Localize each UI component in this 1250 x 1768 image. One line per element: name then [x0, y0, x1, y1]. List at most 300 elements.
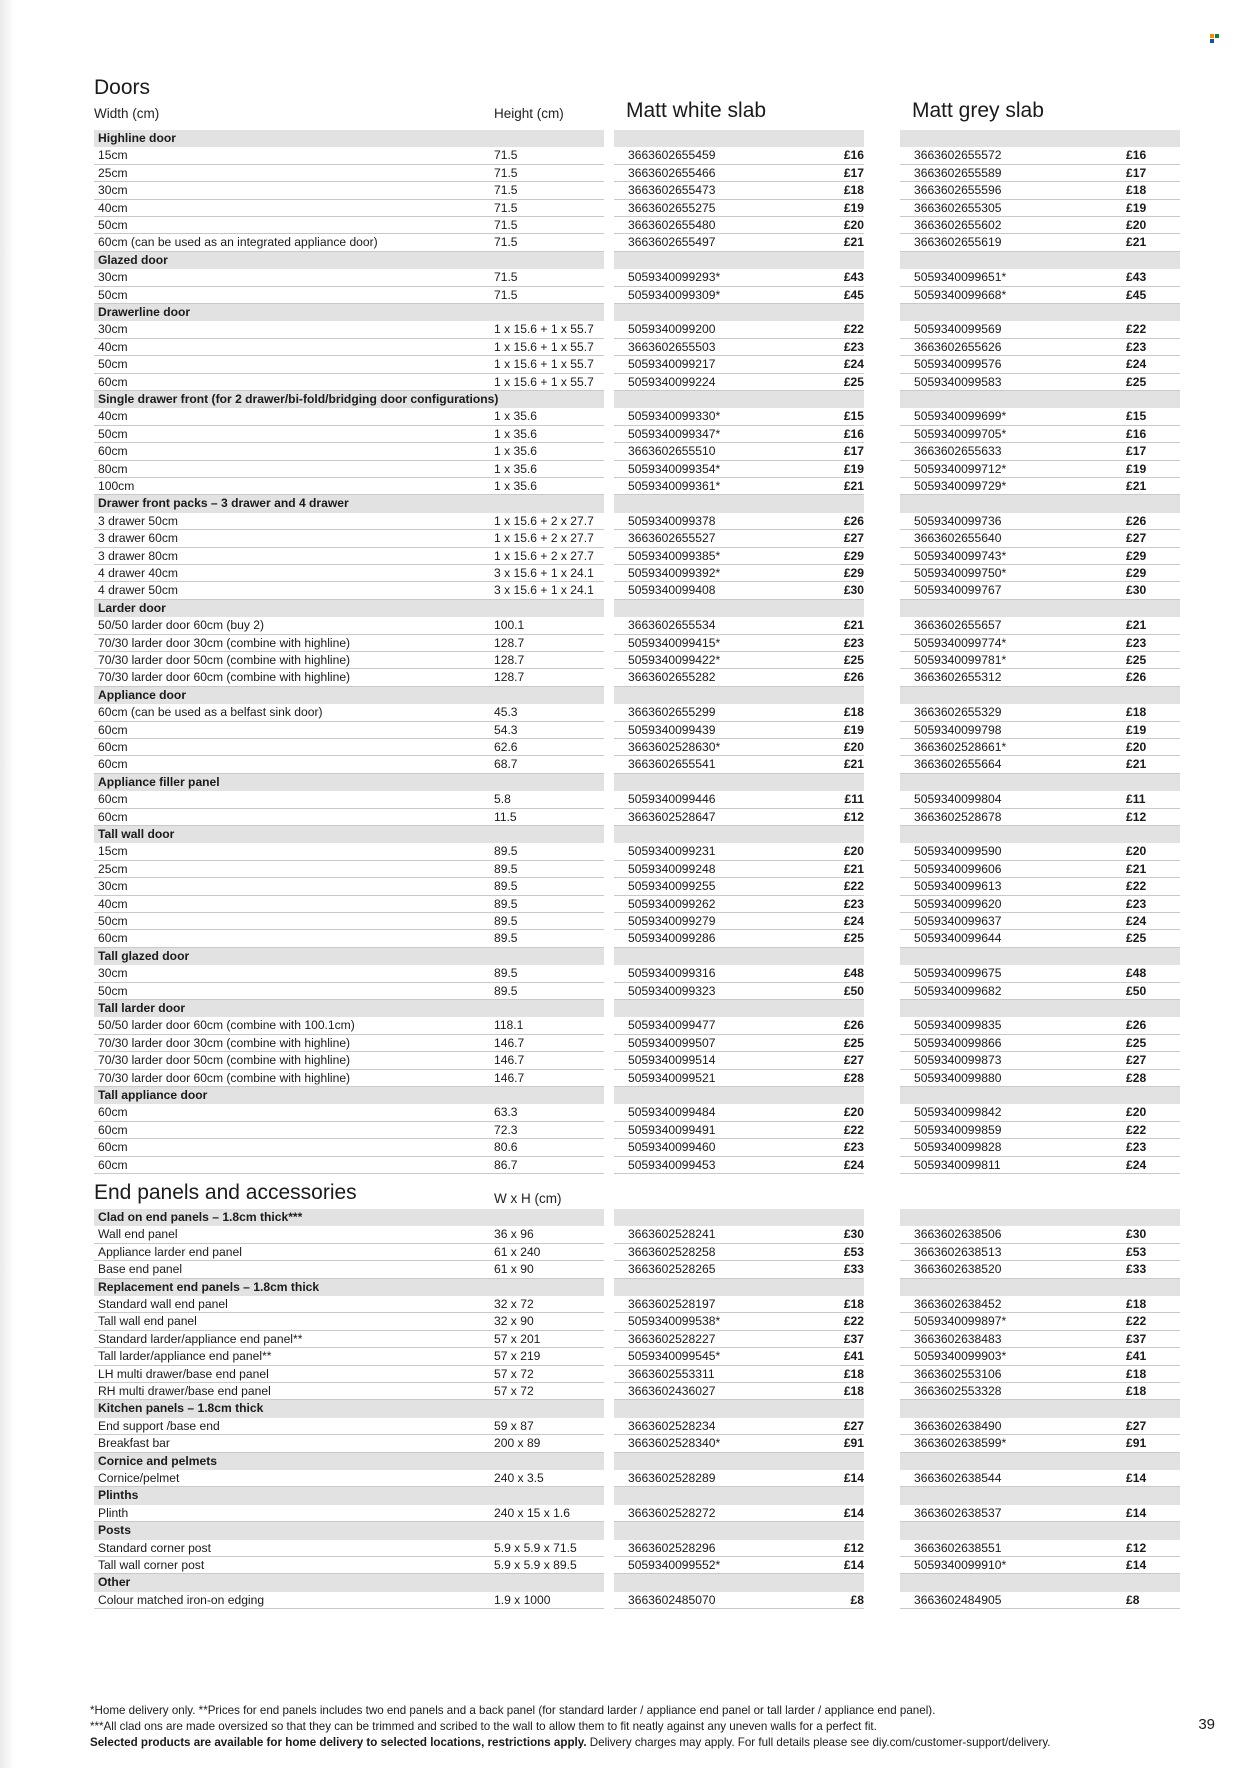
item-name: Standard larder/appliance end panel** — [94, 1331, 478, 1348]
item-name: Standard corner post — [94, 1540, 478, 1557]
item-size: 1 x 15.6 + 1 x 55.7 — [478, 321, 604, 338]
white-product-code: 3663602528272 — [614, 1505, 828, 1522]
item-name: 50cm — [94, 983, 478, 1000]
category-band-white — [614, 1279, 864, 1296]
category-label: Tall wall door — [94, 826, 604, 843]
item-size: 71.5 — [478, 165, 604, 182]
grey-price: £21 — [1114, 478, 1180, 495]
grey-price: £11 — [1114, 791, 1180, 808]
grey-product-code: 3663602638506 — [900, 1226, 1114, 1243]
category-band-grey — [900, 774, 1180, 791]
item-name: 4 drawer 40cm — [94, 565, 478, 582]
grey-product-code: 3663602553328 — [900, 1383, 1114, 1400]
white-price: £28 — [828, 1070, 864, 1087]
item-name: 60cm — [94, 722, 478, 739]
item-name: Base end panel — [94, 1261, 478, 1278]
grey-product-code: 3663602638452 — [900, 1296, 1114, 1313]
white-product-code: 3663602655473 — [614, 182, 828, 199]
white-price: £29 — [828, 548, 864, 565]
grey-product-code: 5059340099682 — [900, 983, 1114, 1000]
white-product-code: 3663602485070 — [614, 1592, 828, 1609]
grey-product-code: 3663602638483 — [900, 1331, 1114, 1348]
grey-price: £19 — [1114, 722, 1180, 739]
white-price: £23 — [828, 339, 864, 356]
item-size: 1.9 x 1000 — [478, 1592, 604, 1609]
item-name: Tall wall corner post — [94, 1557, 478, 1574]
item-size: 1 x 15.6 + 1 x 55.7 — [478, 356, 604, 373]
grey-price: £18 — [1114, 182, 1180, 199]
grey-price: £21 — [1114, 861, 1180, 878]
category-band-grey — [900, 1574, 1180, 1591]
item-name: 50cm — [94, 287, 478, 304]
item-size: 71.5 — [478, 287, 604, 304]
white-product-code: 3663602655503 — [614, 339, 828, 356]
grey-price: £28 — [1114, 1070, 1180, 1087]
grey-price: £24 — [1114, 1157, 1180, 1174]
white-price: £37 — [828, 1331, 864, 1348]
white-price: £16 — [828, 426, 864, 443]
category-band-white — [614, 130, 864, 147]
grey-price: £22 — [1114, 1122, 1180, 1139]
item-name: 50/50 larder door 60cm (buy 2) — [94, 617, 478, 634]
white-product-code: 5059340099422* — [614, 652, 828, 669]
grey-price: £20 — [1114, 739, 1180, 756]
grey-product-code: 3663602553106 — [900, 1366, 1114, 1383]
item-size: 5.9 x 5.9 x 89.5 — [478, 1557, 604, 1574]
white-product-code: 5059340099217 — [614, 356, 828, 373]
item-name: 60cm (can be used as an integrated appliance door) — [94, 234, 478, 251]
item-size: 146.7 — [478, 1070, 604, 1087]
grey-product-code: 5059340099712* — [900, 461, 1114, 478]
white-price: £22 — [828, 1122, 864, 1139]
category-band-white — [614, 948, 864, 965]
white-price: £26 — [828, 1017, 864, 1034]
grey-product-code: 5059340099576 — [900, 356, 1114, 373]
category-label: Larder door — [94, 600, 604, 617]
white-price: £45 — [828, 287, 864, 304]
grey-product-code: 5059340099644 — [900, 930, 1114, 947]
white-product-code: 3663602655497 — [614, 234, 828, 251]
item-name: 30cm — [94, 965, 478, 982]
white-product-code: 3663602655527 — [614, 530, 828, 547]
white-product-code: 5059340099347* — [614, 426, 828, 443]
grey-product-code: 5059340099651* — [900, 269, 1114, 286]
category-band-grey — [900, 130, 1180, 147]
grey-price: £29 — [1114, 565, 1180, 582]
grey-product-code: 5059340099798 — [900, 722, 1114, 739]
grey-price: £26 — [1114, 513, 1180, 530]
grey-price: £16 — [1114, 147, 1180, 164]
item-name: 70/30 larder door 60cm (combine with highline) — [94, 1070, 478, 1087]
category-band-white — [614, 1087, 864, 1104]
white-price: £21 — [828, 617, 864, 634]
white-product-code: 3663602528296 — [614, 1540, 828, 1557]
category-band-grey — [900, 948, 1180, 965]
category-band-white — [614, 1000, 864, 1017]
white-price: £41 — [828, 1348, 864, 1365]
item-name: Breakfast bar — [94, 1435, 478, 1452]
white-product-code: 5059340099248 — [614, 861, 828, 878]
white-product-code: 5059340099439 — [614, 722, 828, 739]
white-product-code: 3663602528289 — [614, 1470, 828, 1487]
item-size: 71.5 — [478, 217, 604, 234]
wxh-label: W x H (cm) — [494, 1191, 562, 1206]
white-price: £24 — [828, 913, 864, 930]
white-product-code: 5059340099293* — [614, 269, 828, 286]
item-size: 54.3 — [478, 722, 604, 739]
white-product-code: 3663602655459 — [614, 147, 828, 164]
grey-product-code: 5059340099699* — [900, 408, 1114, 425]
white-product-code: 3663602528630* — [614, 739, 828, 756]
white-price: £21 — [828, 756, 864, 773]
grey-price: £26 — [1114, 669, 1180, 686]
white-product-code: 3663602528647 — [614, 809, 828, 826]
white-price: £43 — [828, 269, 864, 286]
grey-product-code: 5059340099804 — [900, 791, 1114, 808]
item-size: 71.5 — [478, 182, 604, 199]
item-name: 60cm — [94, 374, 478, 391]
item-size: 128.7 — [478, 669, 604, 686]
white-price: £11 — [828, 791, 864, 808]
white-product-code: 3663602655480 — [614, 217, 828, 234]
white-product-code: 3663602436027 — [614, 1383, 828, 1400]
category-band-grey — [900, 1000, 1180, 1017]
grey-price: £25 — [1114, 1035, 1180, 1052]
white-product-code: 3663602655466 — [614, 165, 828, 182]
doors-heading: Doors — [94, 76, 151, 99]
white-price: £23 — [828, 635, 864, 652]
grey-price: £16 — [1114, 426, 1180, 443]
white-product-code: 5059340099477 — [614, 1017, 828, 1034]
item-size: 3 x 15.6 + 1 x 24.1 — [478, 582, 604, 599]
item-size: 1 x 15.6 + 2 x 27.7 — [478, 530, 604, 547]
white-product-code: 5059340099330* — [614, 408, 828, 425]
white-product-code: 5059340099507 — [614, 1035, 828, 1052]
category-band-grey — [900, 687, 1180, 704]
grey-price: £25 — [1114, 652, 1180, 669]
white-product-code: 5059340099224 — [614, 374, 828, 391]
grey-price: £22 — [1114, 878, 1180, 895]
item-name: 60cm (can be used as a belfast sink door) — [94, 704, 478, 721]
item-size: 146.7 — [478, 1035, 604, 1052]
white-price: £18 — [828, 1296, 864, 1313]
item-name: Wall end panel — [94, 1226, 478, 1243]
grey-product-code: 5059340099903* — [900, 1348, 1114, 1365]
item-name: RH multi drawer/base end panel — [94, 1383, 478, 1400]
grey-product-code: 3663602655657 — [900, 617, 1114, 634]
item-size: 57 x 72 — [478, 1383, 604, 1400]
grey-product-code: 5059340099613 — [900, 878, 1114, 895]
item-name: 40cm — [94, 896, 478, 913]
item-size: 71.5 — [478, 269, 604, 286]
item-name: Tall wall end panel — [94, 1313, 478, 1330]
category-band-white — [614, 391, 864, 408]
white-product-code: 3663602655299 — [614, 704, 828, 721]
item-name: 40cm — [94, 200, 478, 217]
width-label: Width (cm) — [94, 106, 160, 121]
grey-product-code: 3663602655626 — [900, 339, 1114, 356]
grey-price: £24 — [1114, 913, 1180, 930]
category-label: Single drawer front (for 2 drawer/bi-fold/bridging door configurations) — [94, 391, 604, 408]
item-size: 68.7 — [478, 756, 604, 773]
item-size: 72.3 — [478, 1122, 604, 1139]
grey-product-code: 5059340099583 — [900, 374, 1114, 391]
white-price: £27 — [828, 530, 864, 547]
grey-product-code: 3663602638599* — [900, 1435, 1114, 1452]
grey-product-code: 3663602655589 — [900, 165, 1114, 182]
item-name: 3 drawer 60cm — [94, 530, 478, 547]
white-product-code: 5059340099255 — [614, 878, 828, 895]
white-price: £30 — [828, 582, 864, 599]
category-band-white — [614, 1400, 864, 1417]
grey-product-code: 3663602655640 — [900, 530, 1114, 547]
category-band-grey — [900, 1279, 1180, 1296]
white-product-code: 3663602528241 — [614, 1226, 828, 1243]
white-product-code: 5059340099262 — [614, 896, 828, 913]
white-price: £22 — [828, 1313, 864, 1330]
white-price: £21 — [828, 234, 864, 251]
white-product-code: 5059340099521 — [614, 1070, 828, 1087]
item-name: 60cm — [94, 739, 478, 756]
item-size: 71.5 — [478, 234, 604, 251]
white-price: £19 — [828, 200, 864, 217]
white-price: £12 — [828, 1540, 864, 1557]
brand-mark-icon — [1210, 34, 1220, 44]
grey-price: £8 — [1114, 1592, 1180, 1609]
grey-product-code: 3663602638490 — [900, 1418, 1114, 1435]
grey-product-code: 5059340099750* — [900, 565, 1114, 582]
grey-product-code: 5059340099569 — [900, 321, 1114, 338]
category-band-white — [614, 774, 864, 791]
category-band-white — [614, 1522, 864, 1539]
grey-product-code: 5059340099767 — [900, 582, 1114, 599]
end-panels-heading: End panels and accessories — [94, 1181, 357, 1204]
grey-price: £22 — [1114, 1313, 1180, 1330]
grey-price: £15 — [1114, 408, 1180, 425]
item-size: 1 x 15.6 + 1 x 55.7 — [478, 374, 604, 391]
grey-price: £21 — [1114, 617, 1180, 634]
grey-product-code: 3663602655619 — [900, 234, 1114, 251]
item-size: 89.5 — [478, 983, 604, 1000]
item-name: 50cm — [94, 356, 478, 373]
item-name: 50cm — [94, 913, 478, 930]
item-name: Appliance larder end panel — [94, 1244, 478, 1261]
white-price: £26 — [828, 669, 864, 686]
item-size: 240 x 15 x 1.6 — [478, 1505, 604, 1522]
grey-price: £37 — [1114, 1331, 1180, 1348]
category-label: Plinths — [94, 1487, 604, 1504]
item-size: 89.5 — [478, 861, 604, 878]
grey-product-code: 5059340099637 — [900, 913, 1114, 930]
item-name: 60cm — [94, 756, 478, 773]
grey-price: £20 — [1114, 217, 1180, 234]
white-product-code: 5059340099385* — [614, 548, 828, 565]
height-label: Height (cm) — [494, 106, 564, 121]
item-size: 89.5 — [478, 896, 604, 913]
white-price: £18 — [828, 182, 864, 199]
matt-white-slab-heading: Matt white slab — [626, 99, 767, 122]
item-size: 5.9 x 5.9 x 71.5 — [478, 1540, 604, 1557]
item-size: 240 x 3.5 — [478, 1470, 604, 1487]
white-product-code: 5059340099354* — [614, 461, 828, 478]
grey-product-code: 3663602655602 — [900, 217, 1114, 234]
white-product-code: 3663602528340* — [614, 1435, 828, 1452]
white-product-code: 5059340099415* — [614, 635, 828, 652]
category-band-grey — [900, 1453, 1180, 1470]
item-name: 60cm — [94, 791, 478, 808]
footnote-line-2: ***All clad ons are made oversized so that they can be trimmed and scribed to the wall to allow them to fit neatly against any uneven walls for a perfect fit. — [90, 1720, 877, 1733]
item-name: 70/30 larder door 30cm (combine with highline) — [94, 1035, 478, 1052]
category-band-grey — [900, 1522, 1180, 1539]
item-name: 60cm — [94, 1122, 478, 1139]
white-price: £22 — [828, 878, 864, 895]
item-name: 40cm — [94, 408, 478, 425]
page-edge-shadow — [0, 0, 14, 1768]
item-size: 11.5 — [478, 809, 604, 826]
grey-price: £45 — [1114, 287, 1180, 304]
category-band-grey — [900, 600, 1180, 617]
white-product-code: 5059340099538* — [614, 1313, 828, 1330]
item-name: 100cm — [94, 478, 478, 495]
item-size: 89.5 — [478, 965, 604, 982]
category-label: Replacement end panels – 1.8cm thick — [94, 1279, 604, 1296]
item-name: 70/30 larder door 60cm (combine with highline) — [94, 669, 478, 686]
category-band-grey — [900, 1209, 1180, 1226]
item-size: 1 x 35.6 — [478, 426, 604, 443]
item-size: 59 x 87 — [478, 1418, 604, 1435]
category-label: Cornice and pelmets — [94, 1453, 604, 1470]
item-name: 70/30 larder door 50cm (combine with highline) — [94, 652, 478, 669]
grey-product-code: 5059340099736 — [900, 513, 1114, 530]
white-price: £14 — [828, 1557, 864, 1574]
item-size: 118.1 — [478, 1017, 604, 1034]
grey-price: £18 — [1114, 704, 1180, 721]
white-price: £25 — [828, 374, 864, 391]
grey-product-code: 5059340099620 — [900, 896, 1114, 913]
grey-product-code: 5059340099606 — [900, 861, 1114, 878]
grey-product-code: 5059340099897* — [900, 1313, 1114, 1330]
grey-price: £17 — [1114, 165, 1180, 182]
white-price: £21 — [828, 478, 864, 495]
grey-price: £22 — [1114, 321, 1180, 338]
grey-price: £12 — [1114, 1540, 1180, 1557]
white-price: £23 — [828, 896, 864, 913]
white-price: £25 — [828, 1035, 864, 1052]
white-price: £14 — [828, 1470, 864, 1487]
white-product-code: 3663602655541 — [614, 756, 828, 773]
white-product-code: 5059340099279 — [614, 913, 828, 930]
category-label: Other — [94, 1574, 604, 1591]
grey-price: £33 — [1114, 1261, 1180, 1278]
category-band-white — [614, 1209, 864, 1226]
category-label: Appliance filler panel — [94, 774, 604, 791]
item-size: 63.3 — [478, 1104, 604, 1121]
grey-product-code: 5059340099590 — [900, 843, 1114, 860]
grey-price: £24 — [1114, 356, 1180, 373]
grey-product-code: 5059340099842 — [900, 1104, 1114, 1121]
category-label: Tall appliance door — [94, 1087, 604, 1104]
footnote-line-3 — [90, 1736, 1051, 1749]
white-price: £14 — [828, 1505, 864, 1522]
white-product-code: 3663602528258 — [614, 1244, 828, 1261]
grey-product-code: 3663602528678 — [900, 809, 1114, 826]
grey-product-code: 5059340099705* — [900, 426, 1114, 443]
grey-price: £18 — [1114, 1366, 1180, 1383]
item-name: 70/30 larder door 50cm (combine with highline) — [94, 1052, 478, 1069]
grey-price: £17 — [1114, 443, 1180, 460]
grey-price: £21 — [1114, 756, 1180, 773]
category-label: Drawerline door — [94, 304, 604, 321]
white-price: £18 — [828, 1383, 864, 1400]
item-size: 1 x 15.6 + 2 x 27.7 — [478, 548, 604, 565]
category-band-grey — [900, 1087, 1180, 1104]
item-size: 89.5 — [478, 843, 604, 860]
item-name: Colour matched iron-on edging — [94, 1592, 478, 1609]
white-product-code: 3663602655275 — [614, 200, 828, 217]
grey-price: £18 — [1114, 1383, 1180, 1400]
category-label: Posts — [94, 1522, 604, 1539]
white-price: £29 — [828, 565, 864, 582]
white-product-code: 5059340099484 — [614, 1104, 828, 1121]
white-price: £24 — [828, 356, 864, 373]
item-name: Plinth — [94, 1505, 478, 1522]
item-size: 61 x 240 — [478, 1244, 604, 1261]
white-price: £25 — [828, 652, 864, 669]
item-size: 1 x 35.6 — [478, 443, 604, 460]
grey-product-code: 5059340099828 — [900, 1139, 1114, 1156]
category-band-white — [614, 1453, 864, 1470]
item-size: 57 x 219 — [478, 1348, 604, 1365]
item-name: 25cm — [94, 861, 478, 878]
category-band-white — [614, 826, 864, 843]
white-price: £19 — [828, 461, 864, 478]
item-name: LH multi drawer/base end panel — [94, 1366, 478, 1383]
item-name: Cornice/pelmet — [94, 1470, 478, 1487]
grey-product-code: 5059340099781* — [900, 652, 1114, 669]
item-name: 50/50 larder door 60cm (combine with 100.1cm) — [94, 1017, 478, 1034]
grey-price: £20 — [1114, 843, 1180, 860]
grey-price: £23 — [1114, 339, 1180, 356]
item-name: 30cm — [94, 878, 478, 895]
white-price: £16 — [828, 147, 864, 164]
item-size: 100.1 — [478, 617, 604, 634]
white-price: £24 — [828, 1157, 864, 1174]
category-band-grey — [900, 1400, 1180, 1417]
item-name: 60cm — [94, 809, 478, 826]
white-product-code: 5059340099453 — [614, 1157, 828, 1174]
grey-product-code: 5059340099774* — [900, 635, 1114, 652]
item-size: 32 x 90 — [478, 1313, 604, 1330]
grey-price: £19 — [1114, 200, 1180, 217]
white-product-code: 3663602655282 — [614, 669, 828, 686]
white-price: £18 — [828, 1366, 864, 1383]
page-number: 39 — [1198, 1716, 1215, 1733]
item-size: 3 x 15.6 + 1 x 24.1 — [478, 565, 604, 582]
grey-product-code: 5059340099675 — [900, 965, 1114, 982]
grey-product-code: 5059340099866 — [900, 1035, 1114, 1052]
grey-product-code: 5059340099880 — [900, 1070, 1114, 1087]
item-size: 36 x 96 — [478, 1226, 604, 1243]
item-size: 5.8 — [478, 791, 604, 808]
grey-price: £41 — [1114, 1348, 1180, 1365]
category-band-white — [614, 1574, 864, 1591]
item-size: 61 x 90 — [478, 1261, 604, 1278]
item-size: 128.7 — [478, 652, 604, 669]
item-name: 30cm — [94, 269, 478, 286]
grey-price: £23 — [1114, 635, 1180, 652]
item-size: 128.7 — [478, 635, 604, 652]
category-label: Clad on end panels – 1.8cm thick*** — [94, 1209, 604, 1226]
